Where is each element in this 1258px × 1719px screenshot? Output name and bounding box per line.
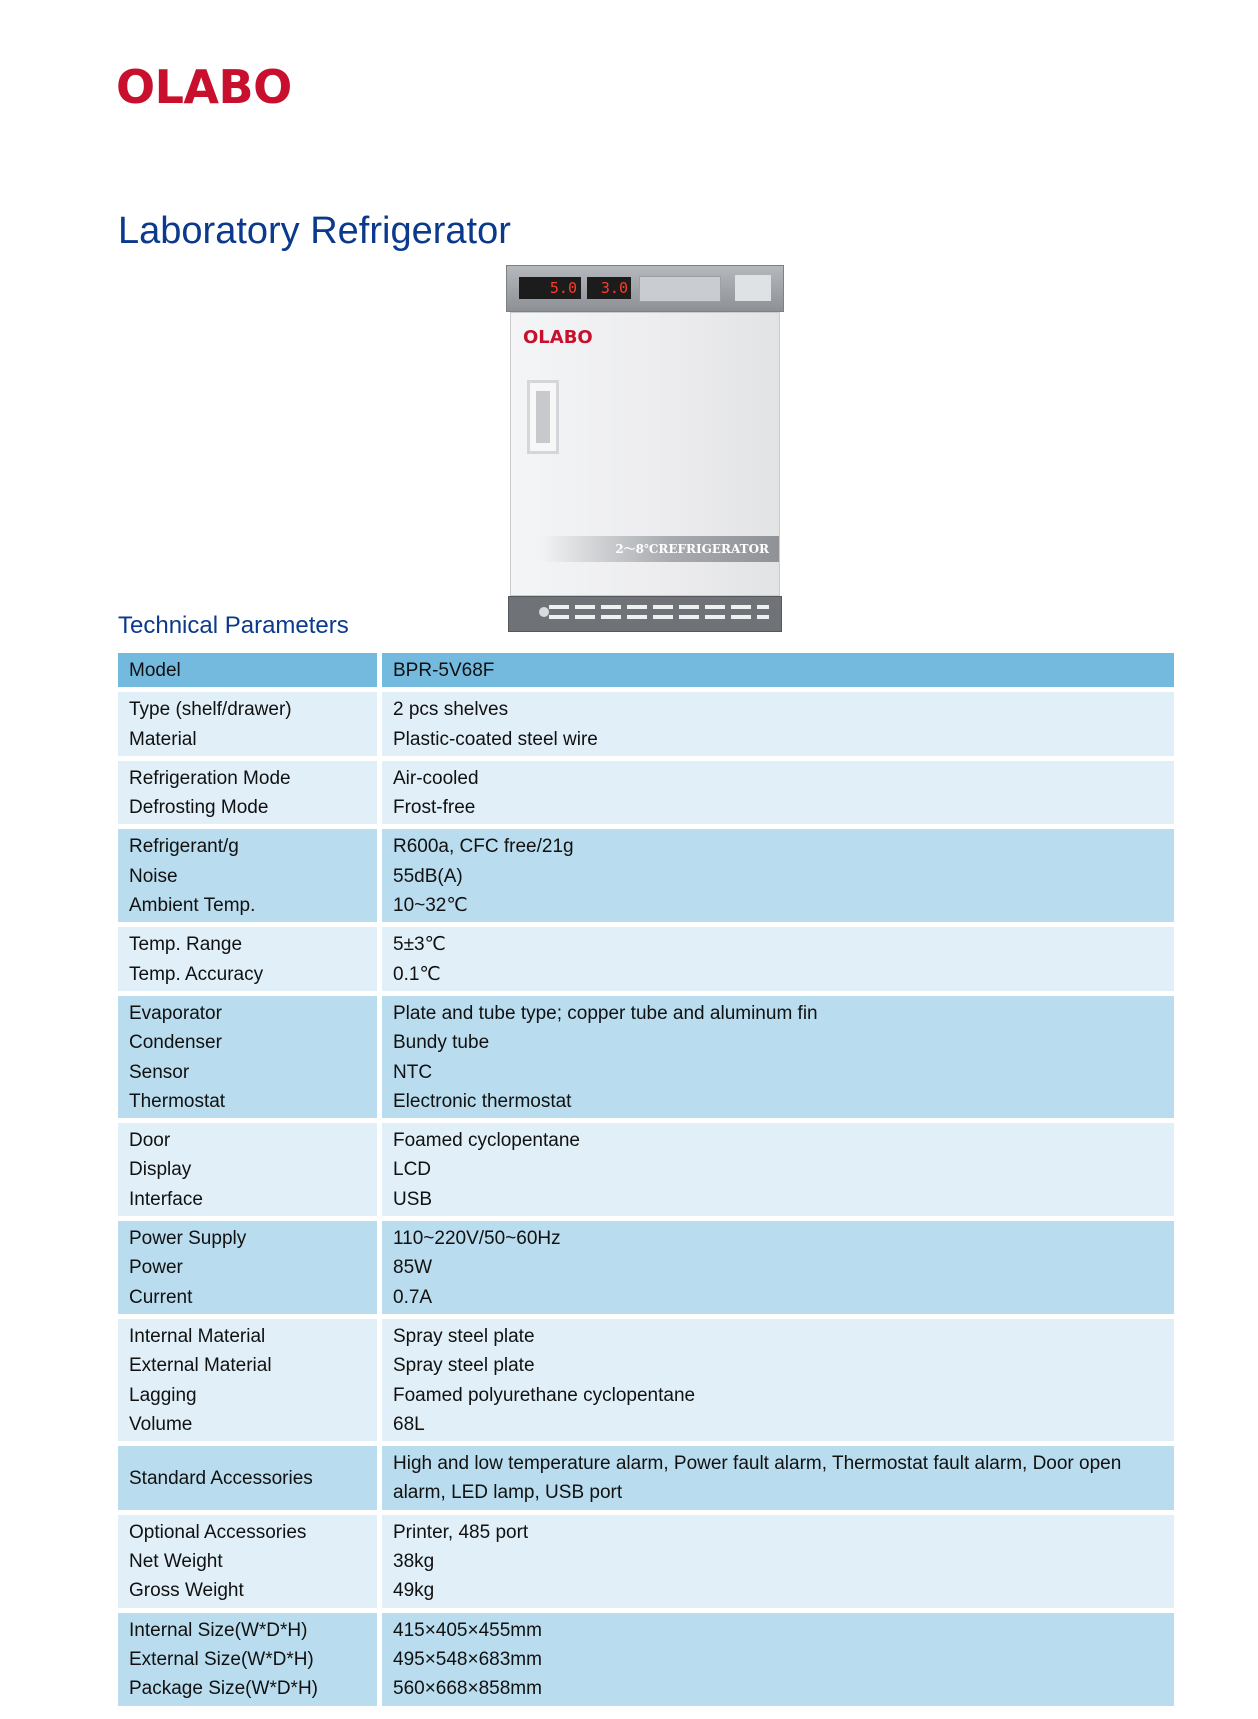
spec-label: Sensor [129,1061,190,1083]
spec-label-column [118,761,377,825]
spec-label: Thermostat [129,1090,226,1112]
spec-value-column [382,653,1174,687]
spec-table [118,653,1174,1711]
spec-value: Frost-free [393,797,476,819]
product-image [506,265,784,635]
spec-value: 38kg [393,1551,435,1573]
fridge-door [510,312,780,596]
secondary-display [587,277,631,299]
display-readout-right: 3.0 [600,279,628,297]
spec-value: Foamed cyclopentane [393,1130,580,1152]
spec-group [118,653,1174,687]
spec-group [118,1515,1174,1608]
fridge-base-vent [508,596,782,632]
spec-value: 110~220V/50~60Hz [393,1228,561,1250]
spec-label: Current [129,1286,193,1308]
fridge-logo: OLABO [523,327,593,348]
spec-value: Air-cooled [393,767,479,789]
spec-label: Power Supply [129,1228,247,1250]
spec-label: Package Size(W*D*H) [129,1678,318,1700]
nameplate-label [735,275,771,301]
page-title: Laboratory Refrigerator [118,210,511,252]
spec-value: 415×405×455mm [393,1619,542,1641]
spec-label: Material [129,728,197,750]
spec-value-column [382,1515,1174,1608]
spec-value: 85W [393,1257,433,1279]
spec-value-column [382,1319,1174,1441]
spec-value-column [382,1613,1174,1706]
spec-label: Display [129,1159,192,1181]
spec-value: 560×668×858mm [393,1678,542,1700]
spec-group [118,761,1174,825]
spec-value-column [382,761,1174,825]
spec-label: External Size(W*D*H) [129,1648,314,1670]
spec-label: Power [129,1257,183,1279]
spec-group [118,1221,1174,1314]
spec-label: Standard Accessories [129,1467,313,1489]
spec-label: Condenser [129,1032,222,1054]
spec-value: Bundy tube [393,1032,490,1054]
spec-value: Plate and tube type; copper tube and aluminum fin [393,1002,818,1024]
spec-label: Gross Weight [129,1580,244,1602]
control-buttons [639,276,721,302]
spec-label: Defrosting Mode [129,797,269,819]
spec-value-column [382,1221,1174,1314]
door-handle [527,380,559,454]
spec-value: Spray steel plate [393,1355,535,1377]
spec-value: 49kg [393,1580,435,1602]
spec-value: High and low temperature alarm, Power fault alarm, Thermostat fault alarm, Door open alarm, LED lamp, USB port [393,1453,1122,1504]
temperature-display [519,277,581,299]
spec-label: Model [129,660,181,681]
spec-value: 5±3℃ [393,934,446,956]
spec-label-column [118,1221,377,1314]
spec-value: 495×548×683mm [393,1648,542,1670]
spec-value: R600a, CFC free/21g [393,836,574,858]
spec-label: Door [129,1130,171,1152]
spec-label: Temp. Accuracy [129,963,264,985]
spec-label-column [118,1446,377,1510]
spec-group [118,829,1174,922]
spec-value: BPR-5V68F [393,660,495,681]
spec-label: Volume [129,1413,193,1435]
section-title: Technical Parameters [118,612,349,639]
spec-value-column [382,692,1174,756]
spec-value: Printer, 485 port [393,1521,529,1543]
spec-label: Internal Material [129,1325,266,1347]
spec-value-column [382,1123,1174,1216]
spec-label: Temp. Range [129,934,243,956]
display-readout-left: 5.0 [549,279,577,297]
spec-value: 2 pcs shelves [393,699,509,721]
spec-value: 0.1℃ [393,963,441,985]
spec-label: External Material [129,1355,272,1377]
spec-label: Internal Size(W*D*H) [129,1619,308,1641]
spec-value: 10~32℃ [393,895,468,917]
spec-value-column [382,829,1174,922]
spec-value-column [382,927,1174,991]
spec-label-column [118,1613,377,1706]
spec-group [118,927,1174,991]
spec-value-column [382,1446,1174,1510]
spec-label: Noise [129,865,178,887]
vent-slots [549,605,769,609]
spec-label-column [118,829,377,922]
control-panel [506,265,784,312]
spec-label: Interface [129,1188,203,1210]
spec-label-column [118,692,377,756]
spec-group [118,1123,1174,1216]
fridge-band-label: 2～8℃REFRIGERATOR [541,536,779,562]
spec-label-column [118,927,377,991]
spec-label: Refrigerant/g [129,836,239,858]
spec-label-column [118,996,377,1118]
spec-label: Ambient Temp. [129,895,256,917]
spec-value: NTC [393,1061,433,1083]
spec-group [118,1319,1174,1441]
spec-label: Optional Accessories [129,1521,307,1543]
spec-label: Refrigeration Mode [129,767,291,789]
spec-value: Spray steel plate [393,1325,535,1347]
spec-label: Net Weight [129,1551,223,1573]
vent-slots [549,615,769,619]
spec-value: LCD [393,1159,432,1181]
spec-label-column [118,1319,377,1441]
spec-label-column [118,653,377,687]
spec-label: Lagging [129,1384,197,1406]
brand-logo: OLABO [116,60,292,114]
spec-value: 55dB(A) [393,865,463,887]
spec-group [118,1446,1174,1510]
spec-group [118,996,1174,1118]
spec-group [118,692,1174,756]
spec-value: 0.7A [393,1286,433,1308]
spec-value-column [382,996,1174,1118]
spec-value: Plastic-coated steel wire [393,728,598,750]
spec-label: Type (shelf/drawer) [129,699,292,721]
spec-value: 68L [393,1413,425,1435]
spec-label-column [118,1123,377,1216]
spec-value: Electronic thermostat [393,1090,572,1112]
screw-icon [539,607,549,617]
spec-label-column [118,1515,377,1608]
spec-value: Foamed polyurethane cyclopentane [393,1384,696,1406]
spec-group [118,1613,1174,1706]
spec-value: USB [393,1188,433,1210]
spec-label: Evaporator [129,1002,222,1024]
